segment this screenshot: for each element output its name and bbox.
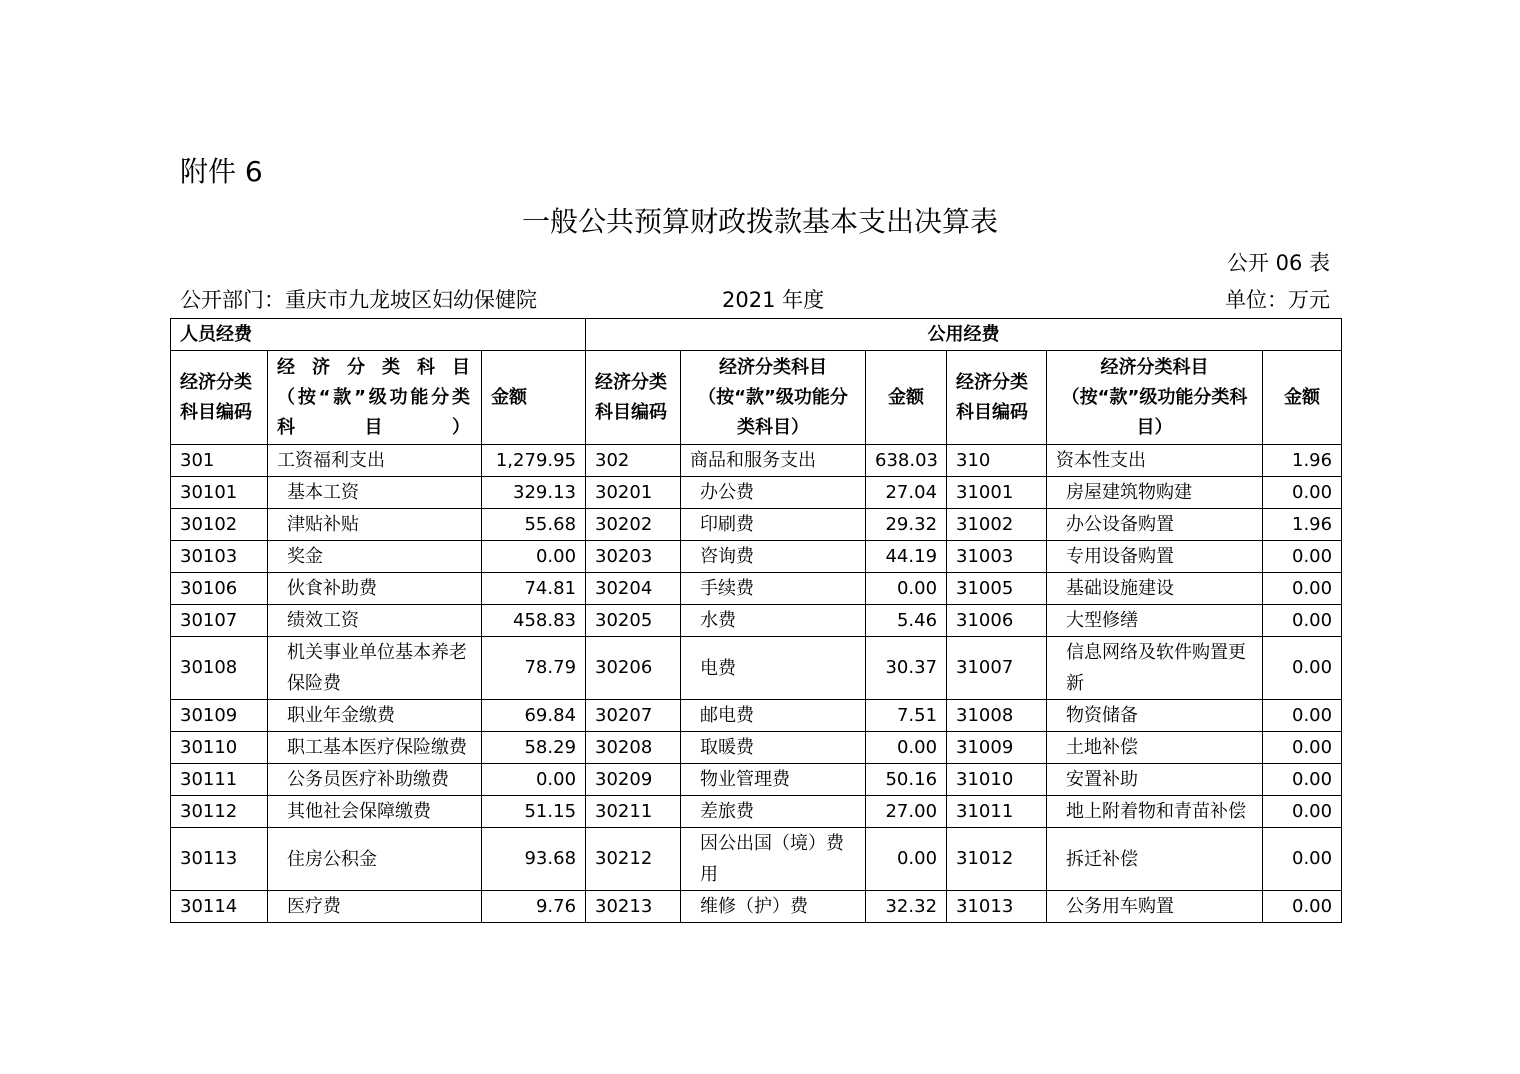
cell-amount: 1,279.95	[482, 445, 586, 477]
table-body	[171, 445, 1342, 923]
cell-amount: 44.19	[866, 541, 947, 573]
cell-code: 31005	[947, 573, 1047, 605]
year-label: 2021 年度	[722, 288, 825, 312]
cell-name: 物业管理费	[681, 764, 866, 796]
cell-name: 手续费	[681, 573, 866, 605]
cell-name: 奖金	[268, 541, 482, 573]
cell-name: 公务用车购置	[1047, 891, 1263, 923]
cell-amount: 0.00	[1263, 891, 1342, 923]
cell-code: 30201	[586, 477, 681, 509]
budget-table	[170, 318, 1342, 923]
cell-amount: 5.46	[866, 605, 947, 637]
cell-code: 31011	[947, 796, 1047, 828]
cell-amount: 29.32	[866, 509, 947, 541]
form-code: 公开 06 表	[1226, 251, 1330, 275]
cell-code: 30111	[171, 764, 268, 796]
cell-name: 基础设施建设	[1047, 573, 1263, 605]
cell-name: 机关事业单位基本养老保险费	[268, 637, 482, 700]
col-amount-header: 金额	[482, 351, 586, 445]
cell-name: 印刷费	[681, 509, 866, 541]
cell-name: 医疗费	[268, 891, 482, 923]
cell-amount: 27.04	[866, 477, 947, 509]
cell-code: 31006	[947, 605, 1047, 637]
cell-amount: 0.00	[1263, 732, 1342, 764]
cell-name: 公务员医疗补助缴费	[268, 764, 482, 796]
group-header-row	[171, 319, 1342, 351]
cell-amount: 329.13	[482, 477, 586, 509]
cell-amount: 0.00	[866, 828, 947, 891]
col-code-header: 经济分类科目编码	[947, 351, 1047, 445]
cell-name: 商品和服务支出	[681, 445, 866, 477]
cell-code: 310	[947, 445, 1047, 477]
cell-code: 30114	[171, 891, 268, 923]
cell-amount: 78.79	[482, 637, 586, 700]
cell-code: 31010	[947, 764, 1047, 796]
cell-amount: 7.51	[866, 700, 947, 732]
table-row	[171, 700, 1342, 732]
cell-amount: 0.00	[1263, 796, 1342, 828]
meta-line	[180, 284, 1330, 314]
cell-code: 31009	[947, 732, 1047, 764]
table-row	[171, 445, 1342, 477]
page-title: 一般公共预算财政拨款基本支出决算表	[521, 205, 998, 238]
cell-name: 住房公积金	[268, 828, 482, 891]
table-row	[171, 796, 1342, 828]
cell-code: 30107	[171, 605, 268, 637]
cell-code: 30203	[586, 541, 681, 573]
cell-name: 土地补偿	[1047, 732, 1263, 764]
cell-amount: 0.00	[482, 541, 586, 573]
cell-code: 30202	[586, 509, 681, 541]
cell-name: 信息网络及软件购置更新	[1047, 637, 1263, 700]
cell-name: 津贴补贴	[268, 509, 482, 541]
cell-amount: 27.00	[866, 796, 947, 828]
col-code-header: 经济分类科目编码	[171, 351, 268, 445]
cell-name: 资本性支出	[1047, 445, 1263, 477]
col-amount-header: 金额	[866, 351, 947, 445]
cell-code: 31001	[947, 477, 1047, 509]
cell-name: 办公费	[681, 477, 866, 509]
cell-amount: 0.00	[1263, 605, 1342, 637]
unit-label: 单位：万元	[1225, 288, 1330, 312]
cell-amount: 0.00	[482, 764, 586, 796]
cell-amount: 9.76	[482, 891, 586, 923]
cell-name: 职工基本医疗保险缴费	[268, 732, 482, 764]
cell-code: 31012	[947, 828, 1047, 891]
cell-code: 30211	[586, 796, 681, 828]
cell-name: 电费	[681, 637, 866, 700]
group-personnel: 人员经费	[171, 319, 586, 351]
cell-amount: 69.84	[482, 700, 586, 732]
cell-amount: 50.16	[866, 764, 947, 796]
table-row	[171, 605, 1342, 637]
table-row	[171, 509, 1342, 541]
cell-code: 30102	[171, 509, 268, 541]
cell-name: 维修（护）费	[681, 891, 866, 923]
column-header-row	[171, 351, 1342, 445]
cell-code: 31007	[947, 637, 1047, 700]
cell-amount: 74.81	[482, 573, 586, 605]
cell-name: 咨询费	[681, 541, 866, 573]
col-code-header: 经济分类科目编码	[586, 351, 681, 445]
attachment-label: 附件 6	[180, 155, 263, 188]
cell-amount: 0.00	[866, 732, 947, 764]
col-name-header: 经济分类科目（按“款”级功能分类科目）	[681, 351, 866, 445]
cell-amount: 0.00	[866, 573, 947, 605]
cell-code: 30113	[171, 828, 268, 891]
cell-name: 基本工资	[268, 477, 482, 509]
cell-name: 物资储备	[1047, 700, 1263, 732]
cell-amount: 638.03	[866, 445, 947, 477]
table-row	[171, 891, 1342, 923]
cell-amount: 0.00	[1263, 828, 1342, 891]
cell-code: 30207	[586, 700, 681, 732]
cell-amount: 30.37	[866, 637, 947, 700]
cell-amount: 58.29	[482, 732, 586, 764]
cell-amount: 51.15	[482, 796, 586, 828]
cell-amount: 0.00	[1263, 573, 1342, 605]
department-label: 公开部门：重庆市九龙坡区妇幼保健院	[180, 288, 537, 312]
cell-code: 301	[171, 445, 268, 477]
cell-name: 办公设备购置	[1047, 509, 1263, 541]
cell-code: 30103	[171, 541, 268, 573]
cell-code: 30209	[586, 764, 681, 796]
cell-name: 工资福利支出	[268, 445, 482, 477]
table-row	[171, 477, 1342, 509]
cell-amount: 1.96	[1263, 445, 1342, 477]
cell-amount: 93.68	[482, 828, 586, 891]
cell-code: 30212	[586, 828, 681, 891]
cell-code: 31003	[947, 541, 1047, 573]
cell-name: 伙食补助费	[268, 573, 482, 605]
cell-name: 水费	[681, 605, 866, 637]
cell-amount: 55.68	[482, 509, 586, 541]
cell-code: 30108	[171, 637, 268, 700]
cell-name: 其他社会保障缴费	[268, 796, 482, 828]
cell-name: 因公出国（境）费用	[681, 828, 866, 891]
table-row	[171, 541, 1342, 573]
group-public: 公用经费	[586, 319, 1342, 351]
table-row	[171, 637, 1342, 700]
cell-amount: 32.32	[866, 891, 947, 923]
cell-code: 31013	[947, 891, 1047, 923]
cell-code: 30213	[586, 891, 681, 923]
cell-name: 专用设备购置	[1047, 541, 1263, 573]
cell-amount: 458.83	[482, 605, 586, 637]
cell-code: 31008	[947, 700, 1047, 732]
col-name-header: 经济分类科目（按“款”级功能分类科目）	[1047, 351, 1263, 445]
table-row	[171, 573, 1342, 605]
table-row	[171, 764, 1342, 796]
cell-name: 房屋建筑物购建	[1047, 477, 1263, 509]
cell-amount: 1.96	[1263, 509, 1342, 541]
col-name-header: 经济分类科目（按“款”级功能分类科目）	[268, 351, 482, 445]
cell-code: 30204	[586, 573, 681, 605]
cell-name: 安置补助	[1047, 764, 1263, 796]
cell-code: 30109	[171, 700, 268, 732]
cell-amount: 0.00	[1263, 700, 1342, 732]
col-amount-header: 金额	[1263, 351, 1342, 445]
cell-code: 30106	[171, 573, 268, 605]
cell-code: 30206	[586, 637, 681, 700]
table-row	[171, 732, 1342, 764]
cell-amount: 0.00	[1263, 637, 1342, 700]
cell-code: 302	[586, 445, 681, 477]
cell-name: 取暖费	[681, 732, 866, 764]
cell-code: 30110	[171, 732, 268, 764]
cell-name: 差旅费	[681, 796, 866, 828]
cell-name: 邮电费	[681, 700, 866, 732]
cell-code: 30112	[171, 796, 268, 828]
cell-amount: 0.00	[1263, 541, 1342, 573]
cell-name: 大型修缮	[1047, 605, 1263, 637]
cell-name: 绩效工资	[268, 605, 482, 637]
cell-amount: 0.00	[1263, 477, 1342, 509]
cell-code: 30208	[586, 732, 681, 764]
cell-amount: 0.00	[1263, 764, 1342, 796]
cell-code: 31002	[947, 509, 1047, 541]
cell-name: 职业年金缴费	[268, 700, 482, 732]
table-row	[171, 828, 1342, 891]
cell-code: 30101	[171, 477, 268, 509]
cell-name: 拆迁补偿	[1047, 828, 1263, 891]
cell-name: 地上附着物和青苗补偿	[1047, 796, 1263, 828]
cell-code: 30205	[586, 605, 681, 637]
